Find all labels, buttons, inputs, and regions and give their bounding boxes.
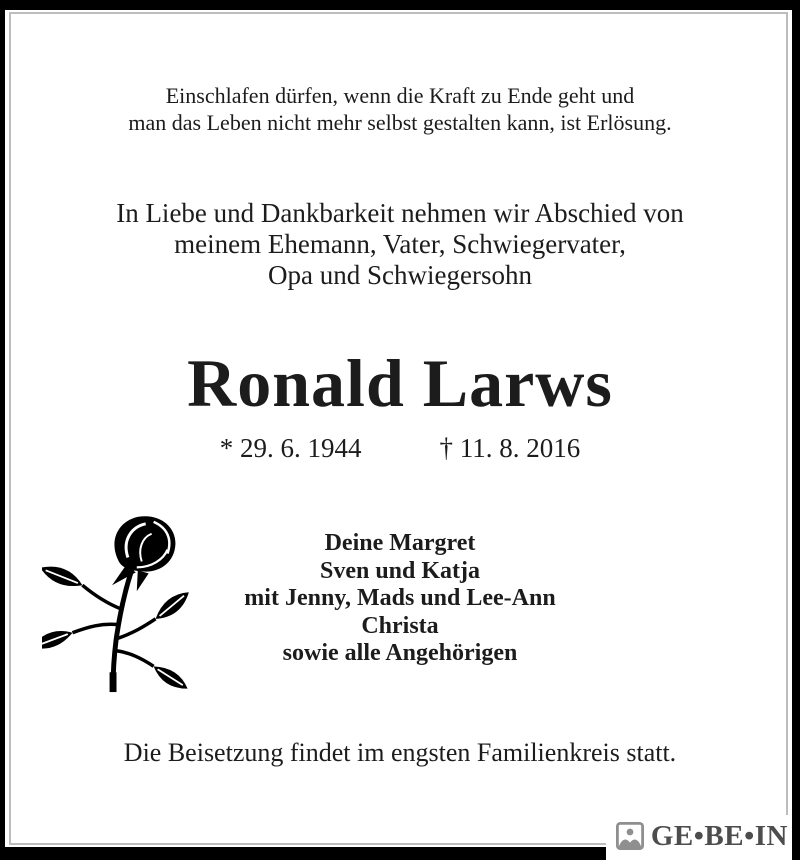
quote-line: Einschlafen dürfen, wenn die Kraft zu Ende geht und (165, 83, 635, 108)
intro-line: In Liebe und Dankbarkeit nehmen wir Abschied von (116, 198, 684, 228)
funeral-home-name: GE•BE•IN (650, 819, 788, 852)
intro-line: Opa und Schwiegersohn (268, 260, 532, 290)
gebein-arch-icon (616, 822, 644, 850)
memorial-quote (0, 82, 800, 136)
mourner-line: Christa (361, 612, 439, 639)
mourner-line: sowie alle Angehörigen (282, 640, 518, 666)
death-date: † 11. 8. 2016 (439, 433, 581, 463)
mourner-line: Deine Margret (324, 530, 476, 556)
mourner-line: mit Jenny, Mads und Lee-Ann (244, 585, 556, 611)
funeral-info: Die Beisetzung findet im engsten Familienkreis statt. (123, 737, 677, 767)
funeral-home-logo (606, 815, 792, 860)
life-dates (0, 433, 800, 464)
quote-line: man das Leben nicht mehr selbst gestalten kann, ist Erlösung. (128, 110, 672, 135)
mourner-line: Sven und Katja (319, 557, 481, 584)
birth-date: * 29. 6. 1944 (219, 433, 362, 463)
farewell-intro (0, 198, 800, 291)
rose-icon (42, 510, 192, 698)
deceased-name: Ronald Larws (187, 345, 613, 421)
intro-line: meinem Ehemann, Vater, Schwiegervater, (174, 229, 626, 259)
